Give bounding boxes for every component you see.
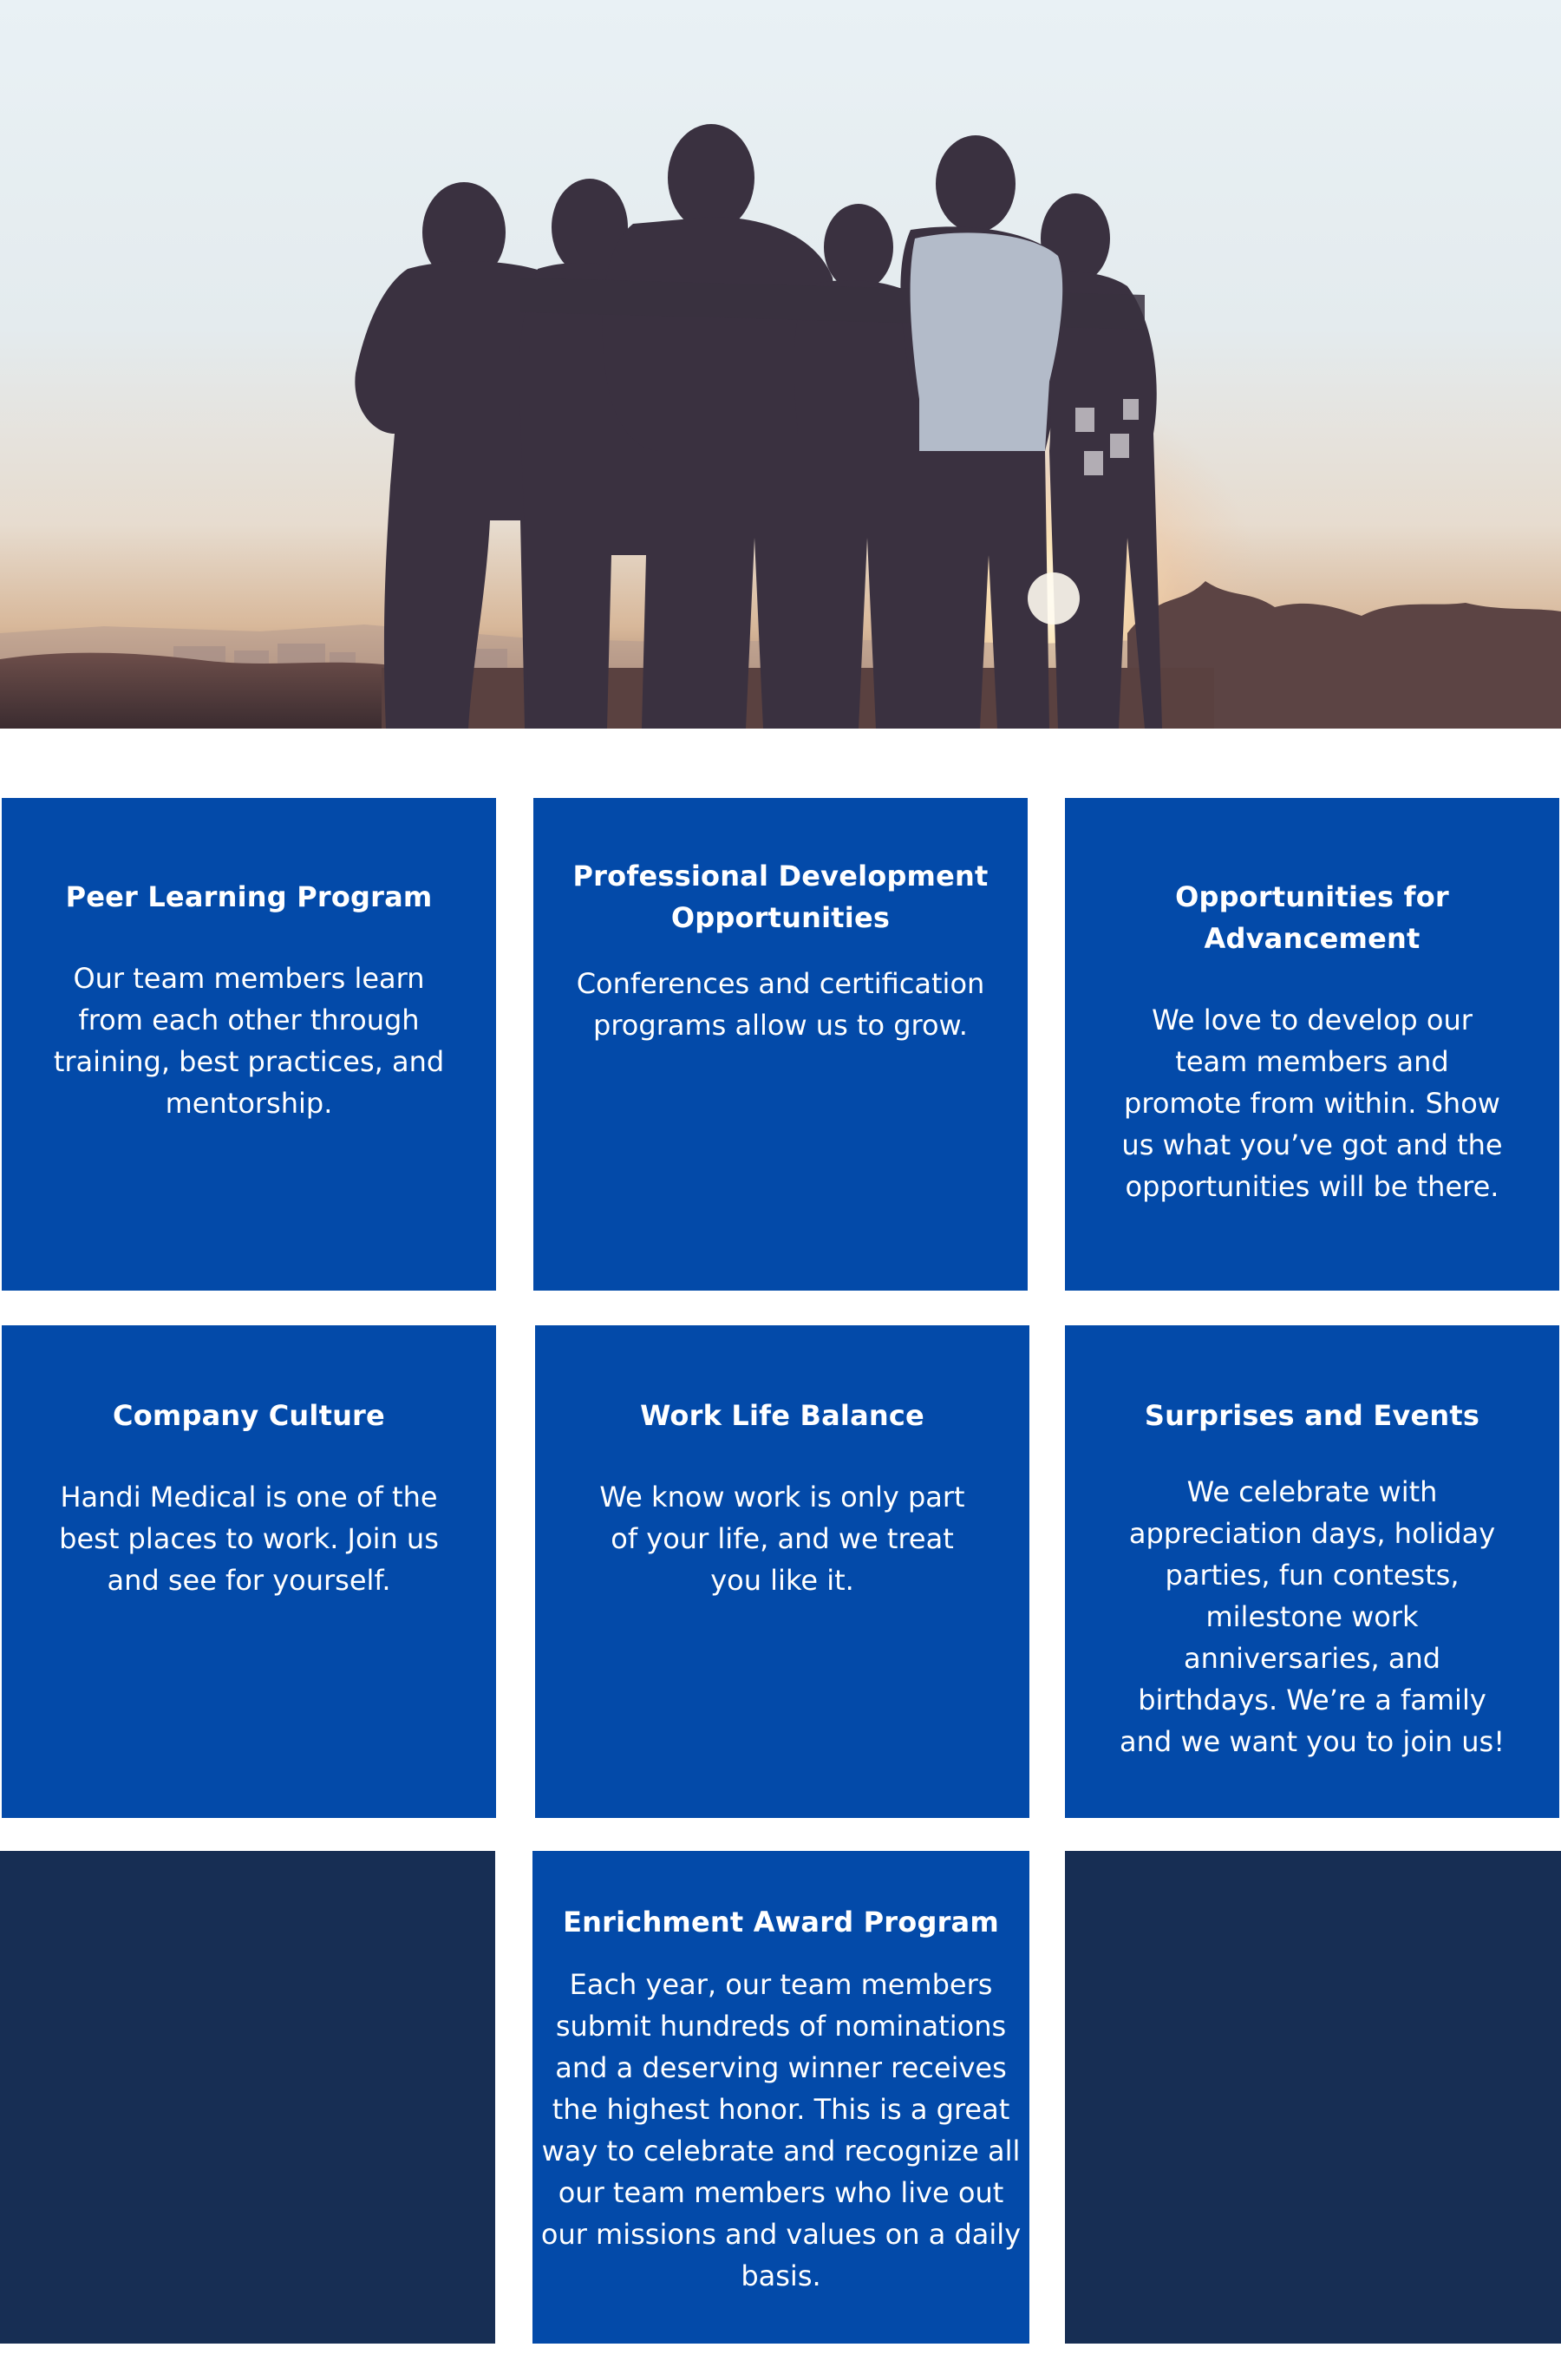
tile-body: Handi Medical is one of the best places to work. Join us and see for yourself. bbox=[59, 1481, 439, 1597]
tile-enrichment-award bbox=[532, 1851, 1029, 2344]
tile-body: We know work is only part of your life, and we treat you like it. bbox=[599, 1481, 965, 1597]
tile-title: Peer Learning Program bbox=[65, 880, 433, 913]
tile-body: We celebrate with appreciation days, holiday parties, fun contests, milestone work anniversaries, and birthdays. We’re a family and we want you to join us! bbox=[1119, 1475, 1505, 1758]
tile-surprises-events bbox=[1065, 1325, 1559, 1818]
tile-body: Our team members learn from each other through training, best practices, and mentorship. bbox=[53, 962, 445, 1120]
tile-title: Surprises and Events bbox=[1144, 1399, 1480, 1432]
tile-body: We love to develop our team members and promote from within. Show us what you’ve got and the opportunities will be there. bbox=[1121, 1004, 1503, 1203]
tile-title: Company Culture bbox=[113, 1399, 385, 1432]
tile-title: Enrichment Award Program bbox=[563, 1906, 999, 1939]
tile-filler-right bbox=[1065, 1851, 1561, 2344]
tile-body: Each year, our team members submit hundreds of nominations and a deserving winner receives the highest honor. This is a great way to celebrate and recognize all our team members who live out our missions and values on a daily basis. bbox=[540, 1968, 1022, 2292]
tile-peer-learning bbox=[2, 798, 496, 1291]
tile-title: Opportunities for Advancement bbox=[1175, 880, 1449, 955]
tile-title: Professional Development Opportunities bbox=[572, 860, 989, 934]
tile-advancement bbox=[1065, 798, 1559, 1291]
tile-work-life-balance bbox=[535, 1325, 1029, 1818]
hero-photo bbox=[0, 0, 1561, 729]
tile-body: Conferences and certification programs allow us to grow. bbox=[576, 967, 985, 1042]
tile-filler-left bbox=[0, 1851, 495, 2344]
tile-professional-development bbox=[533, 798, 1028, 1291]
tile-title: Work Life Balance bbox=[640, 1399, 924, 1432]
tile-company-culture bbox=[2, 1325, 496, 1818]
